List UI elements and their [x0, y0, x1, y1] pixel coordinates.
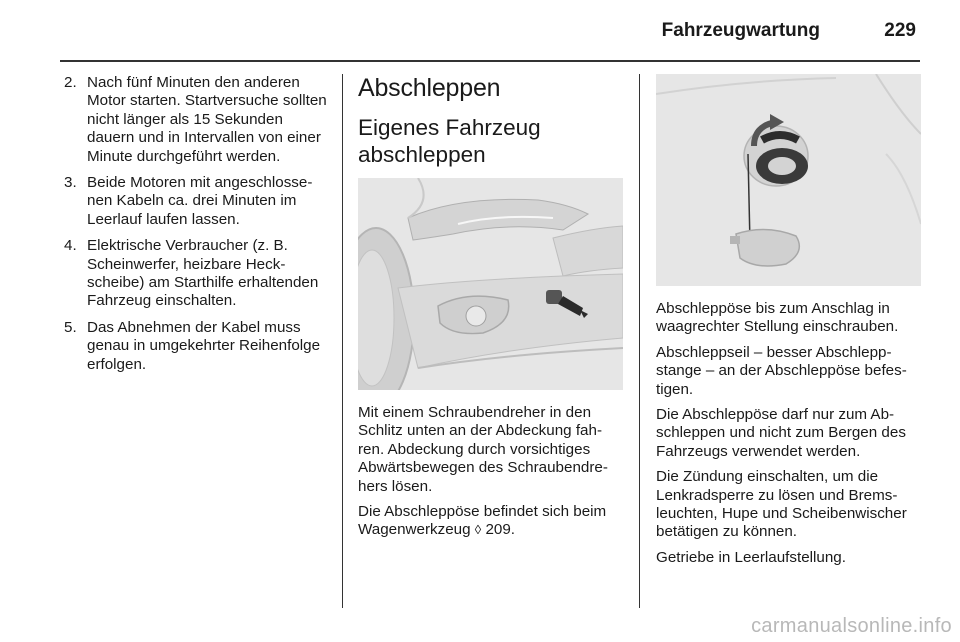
cross-reference-icon: ◊	[474, 522, 482, 538]
section-heading: Abschleppen	[358, 74, 501, 102]
paragraph: Getriebe in Leerlaufstellung.	[656, 548, 846, 566]
page-header	[60, 0, 920, 62]
paragraph: Mit einem Schraubendreher in den Schlitz unten an der Abdeckung fahren. Abdeckung durch vorsichtiges Abwärtsbewegen des Schraubendrehers lösen.	[358, 404, 608, 495]
step-text: Das Abnehmen der Kabel muss genau in umgekehrter Reihenfolge erfolgen.	[87, 318, 321, 373]
chapter-title: Fahrzeugwartung	[661, 20, 820, 41]
list-item	[62, 174, 332, 229]
step-text: Elektrische Verbraucher (z. B. Scheinwerfer, heizbare Heckscheibe) am Starthilfe erhaltenden Fahrzeug einschalten.	[87, 237, 319, 310]
paragraph: Die Abschleppöse darf nur zum Abschleppen und nicht zum Bergen des Fahrzeugs verwendet werden.	[656, 406, 906, 460]
tow-eye-illustration	[656, 74, 921, 286]
paragraph: Abschleppöse bis zum Anschlag in waagrechter Stellung einschrauben.	[656, 300, 899, 336]
step-text: Beide Motoren mit angeschlossenen Kabeln ca. drei Minuten im Leerlauf laufen lassen.	[87, 174, 313, 228]
page-number: 229	[884, 20, 916, 41]
paragraph	[358, 503, 623, 540]
paragraph: Die Zündung einschalten, um die Lenkradsperre zu lösen und Bremsleuchten, Hupe und Scheibenwischer betätigen zu können.	[656, 468, 907, 541]
column-left	[62, 74, 332, 382]
column-divider	[639, 74, 640, 608]
step-number: 5.	[64, 318, 77, 336]
list-item	[62, 319, 332, 374]
step-number: 2.	[64, 74, 77, 91]
column-divider	[342, 74, 343, 608]
subsection-heading: Eigenes Fahrzeug abschleppen	[358, 115, 541, 167]
watermark: carmanualsonline.info	[751, 615, 952, 637]
column-right	[656, 74, 921, 574]
paragraph: Abschleppseil – besser Abschleppstange – an der Abschleppöse befestigen.	[656, 343, 907, 398]
bumper-cover-illustration	[358, 178, 623, 390]
column-middle	[358, 74, 623, 547]
steps-list	[62, 74, 332, 374]
step-number: 3.	[64, 174, 77, 192]
cross-reference-page: 209.	[485, 521, 516, 539]
list-item	[62, 237, 332, 311]
list-item	[62, 74, 332, 166]
step-number: 4.	[64, 237, 77, 255]
paragraph-text: Die Abschleppöse befindet sich beim Wagenwerkzeug	[358, 503, 607, 539]
step-text: Nach fünf Minuten den anderen Motor starten. Startversuche sollten nicht länger als 15 Sekunden dauern und in Intervallen von einer Minute durchgeführt werden.	[87, 74, 327, 165]
